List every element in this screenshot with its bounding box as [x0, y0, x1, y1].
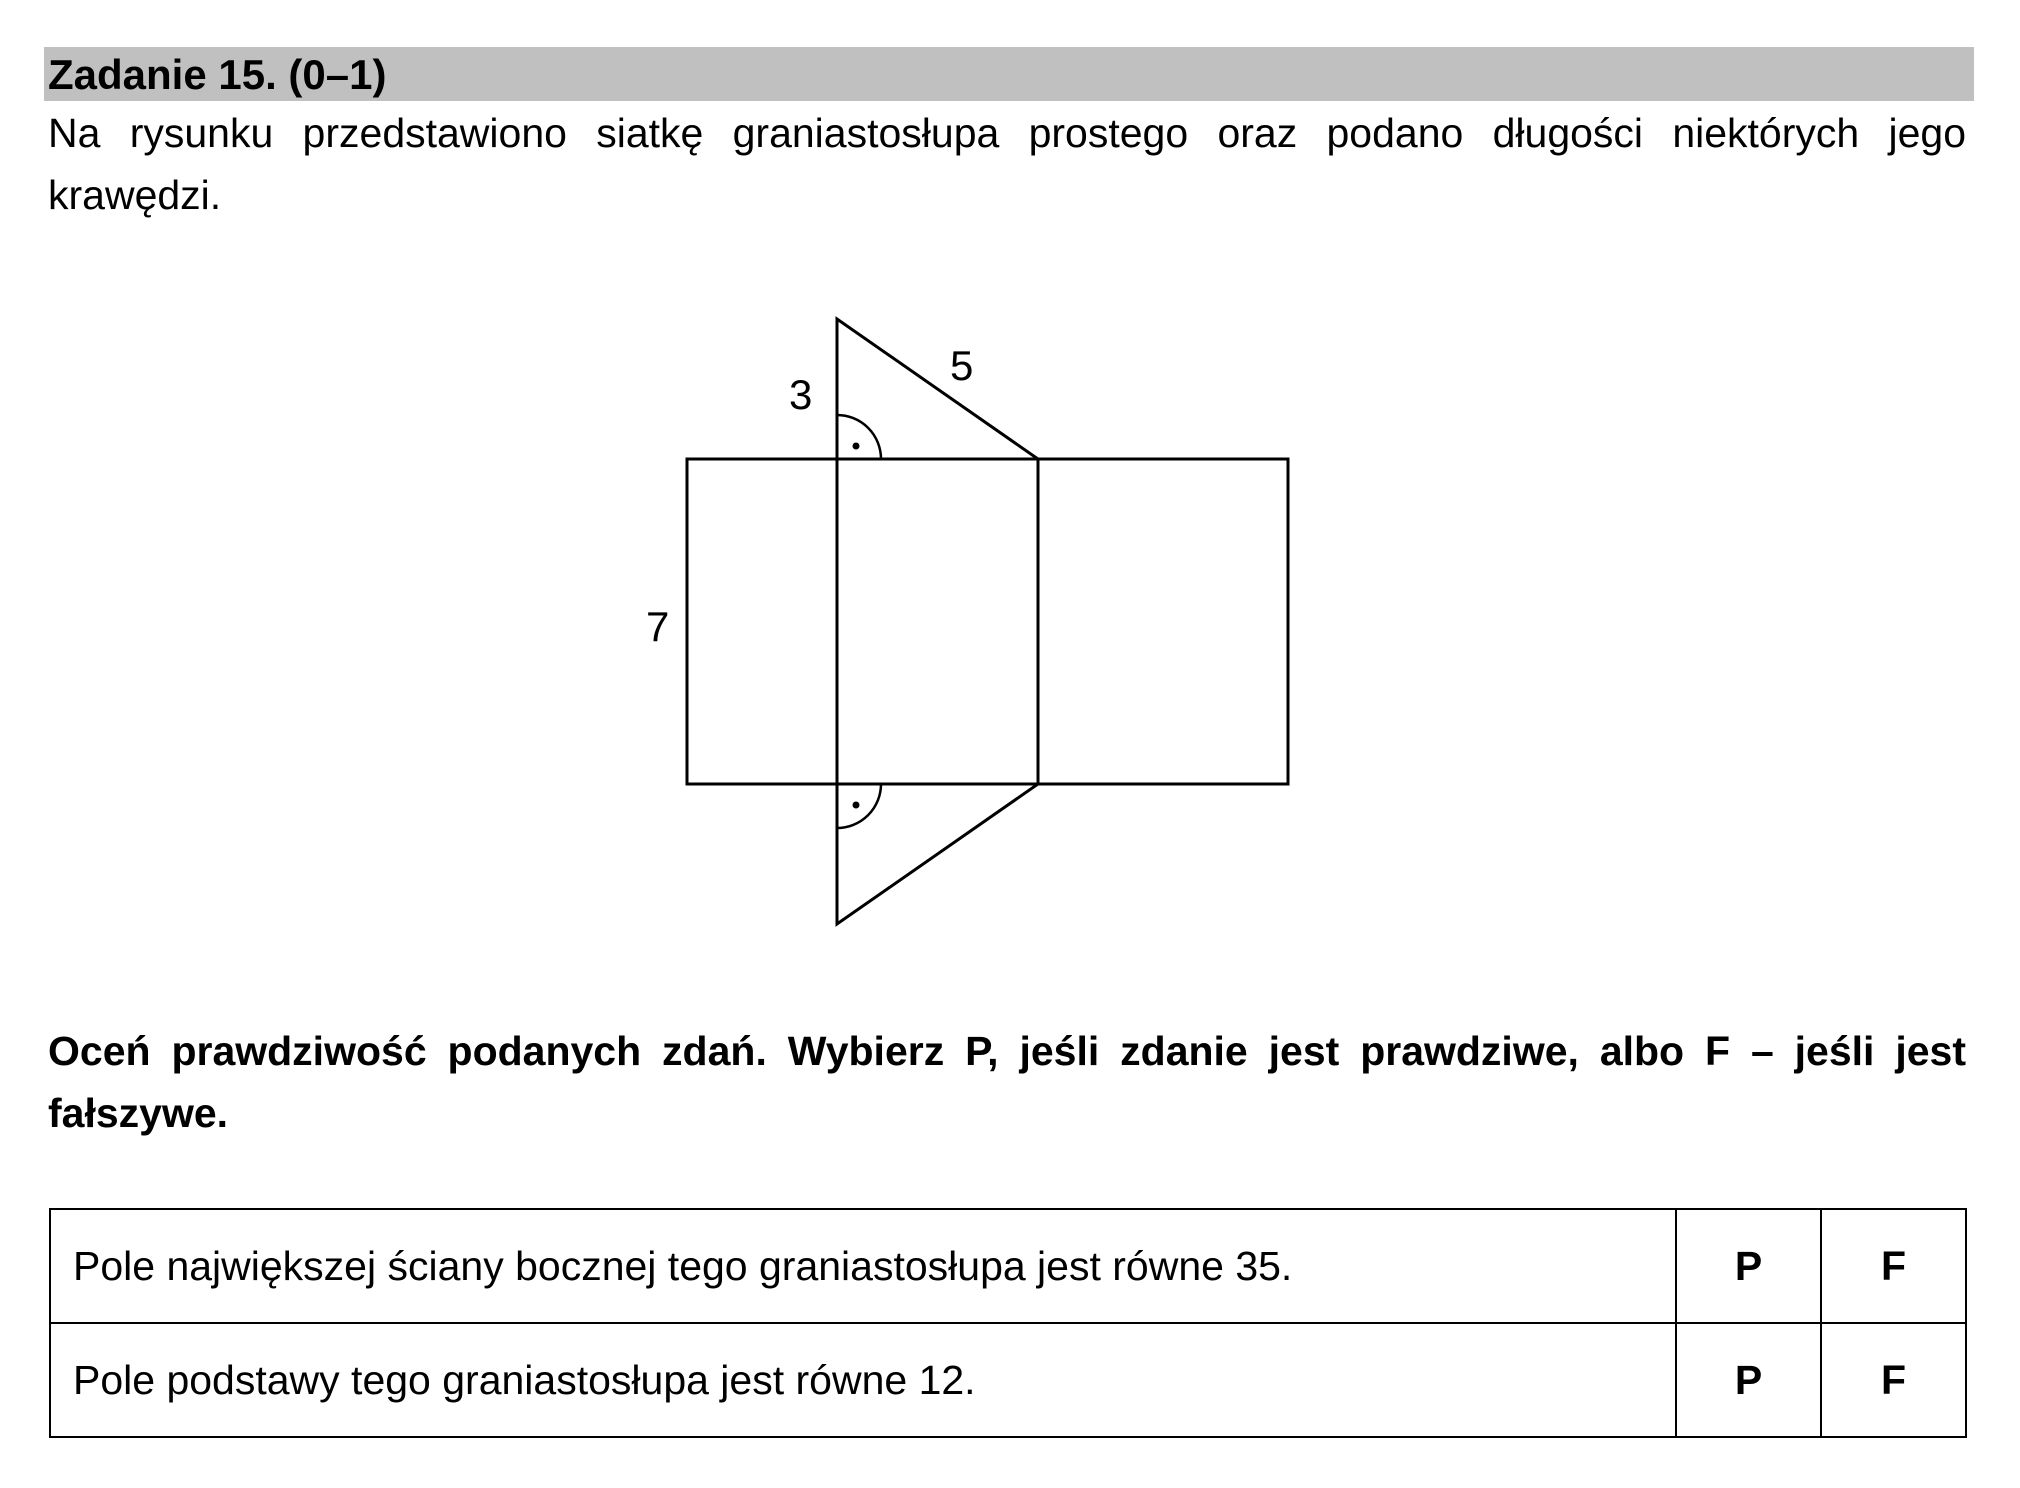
top-right-angle-dot [853, 443, 860, 450]
statement-2-false-option[interactable]: F [1821, 1323, 1966, 1437]
top-right-angle-arc [837, 415, 881, 459]
true-false-table [49, 1208, 1967, 1438]
statement-2-text: Pole podstawy tego graniastosłupa jest równe 12. [50, 1323, 1676, 1437]
task-title: Zadanie 15. (0–1) [48, 51, 387, 98]
label-leg: 3 [789, 371, 813, 418]
right-side-face [1038, 459, 1288, 784]
table-row [50, 1209, 1966, 1323]
instruction: Oceń prawdziwość podanych zdań. Wybierz P, jeśli zdanie jest prawdziwe, albo F – jeśli jest fałszywe. [48, 1028, 1966, 1136]
statement-1-text: Pole największej ściany bocznej tego graniastosłupa jest równe 35. [50, 1209, 1676, 1323]
label-hypotenuse: 5 [950, 342, 974, 389]
top-base-triangle [837, 319, 1038, 459]
bottom-right-angle-dot [853, 802, 860, 809]
left-side-face [687, 459, 837, 784]
bottom-base-triangle [837, 784, 1038, 924]
statement-2-true-option[interactable]: P [1676, 1323, 1821, 1437]
statement-1-false-option[interactable]: F [1821, 1209, 1966, 1323]
label-height: 7 [646, 603, 670, 650]
table-row [50, 1323, 1966, 1437]
middle-side-face [837, 459, 1038, 784]
statement-1-true-option[interactable]: P [1676, 1209, 1821, 1323]
task-intro: Na rysunku przedstawiono siatkę graniastosłupa prostego oraz podano długości niektórych jego krawędzi. [48, 110, 1966, 218]
